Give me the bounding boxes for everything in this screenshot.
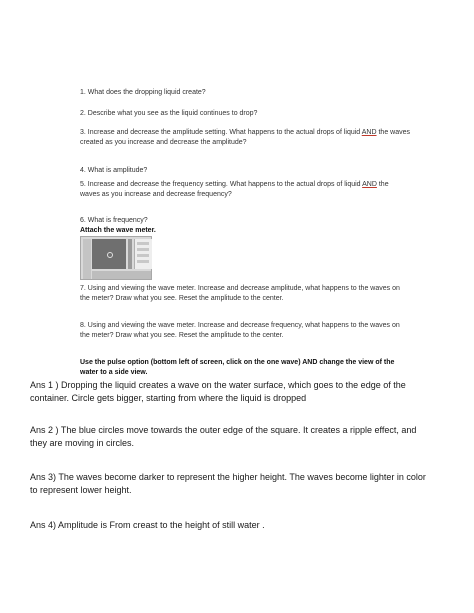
question-3-part-a: 3. Increase and decrease the amplitude setting. What happens to the actual drops of liquid xyxy=(80,129,362,136)
question-5 xyxy=(80,180,410,199)
question-1: 1. What does the dropping liquid create? xyxy=(80,89,206,96)
answer-2: Ans 2 ) The blue circles move towards the outer edge of the square. It creates a ripple effect, and they are moving in circles. xyxy=(30,425,417,448)
question-5-and: AND xyxy=(362,181,377,188)
sim-drop-circle xyxy=(107,252,113,258)
sim-left-panel xyxy=(83,239,91,279)
question-8: 8. Using and viewing the wave meter. Increase and decrease frequency, what happens to the waves on the meter? Draw what you see. Reset the amplitude to the center. xyxy=(80,322,400,339)
question-3-part-b: the waves created as you increase and decrease the amplitude? xyxy=(80,129,410,146)
attach-wave-meter-instruction: Attach the wave meter. xyxy=(80,227,156,234)
question-5-part-b: the waves as you increase and decrease frequency? xyxy=(80,181,389,198)
sim-control-panel xyxy=(134,239,152,269)
answer-4: Ans 4) Amplitude is From creast to the height of still water . xyxy=(30,520,265,530)
question-4: 4. What is amplitude? xyxy=(80,167,148,174)
question-2: 2. Describe what you see as the liquid continues to drop? xyxy=(80,110,258,117)
answer-3: Ans 3) The waves become darker to represent the higher height. The waves become lighter in color to represent lower height. xyxy=(30,472,426,495)
question-7: 7. Using and viewing the wave meter. Increase and decrease amplitude, what happens to the waves on the meter? Draw what you see. Reset the amplitude to the center. xyxy=(80,285,400,302)
question-3 xyxy=(80,128,410,147)
pulse-option-instruction: Use the pulse option (bottom left of screen, click on the one wave) AND change the view of the water to a side view. xyxy=(80,359,395,376)
question-3-and: AND xyxy=(361,129,377,136)
sim-bottom-toolbar xyxy=(92,271,151,279)
question-5-part-a: 5. Increase and decrease the frequency setting. What happens to the actual drops of liquid xyxy=(80,181,363,188)
answer-1: Ans 1 ) Dropping the liquid creates a wave on the water surface, which goes to the edge of the container. Circle gets bigger, starting from where the liquid is dropped xyxy=(30,380,406,403)
wave-simulation-thumbnail xyxy=(80,236,152,280)
question-6: 6. What is frequency? xyxy=(80,217,148,224)
sim-faucet-wall xyxy=(128,239,132,269)
